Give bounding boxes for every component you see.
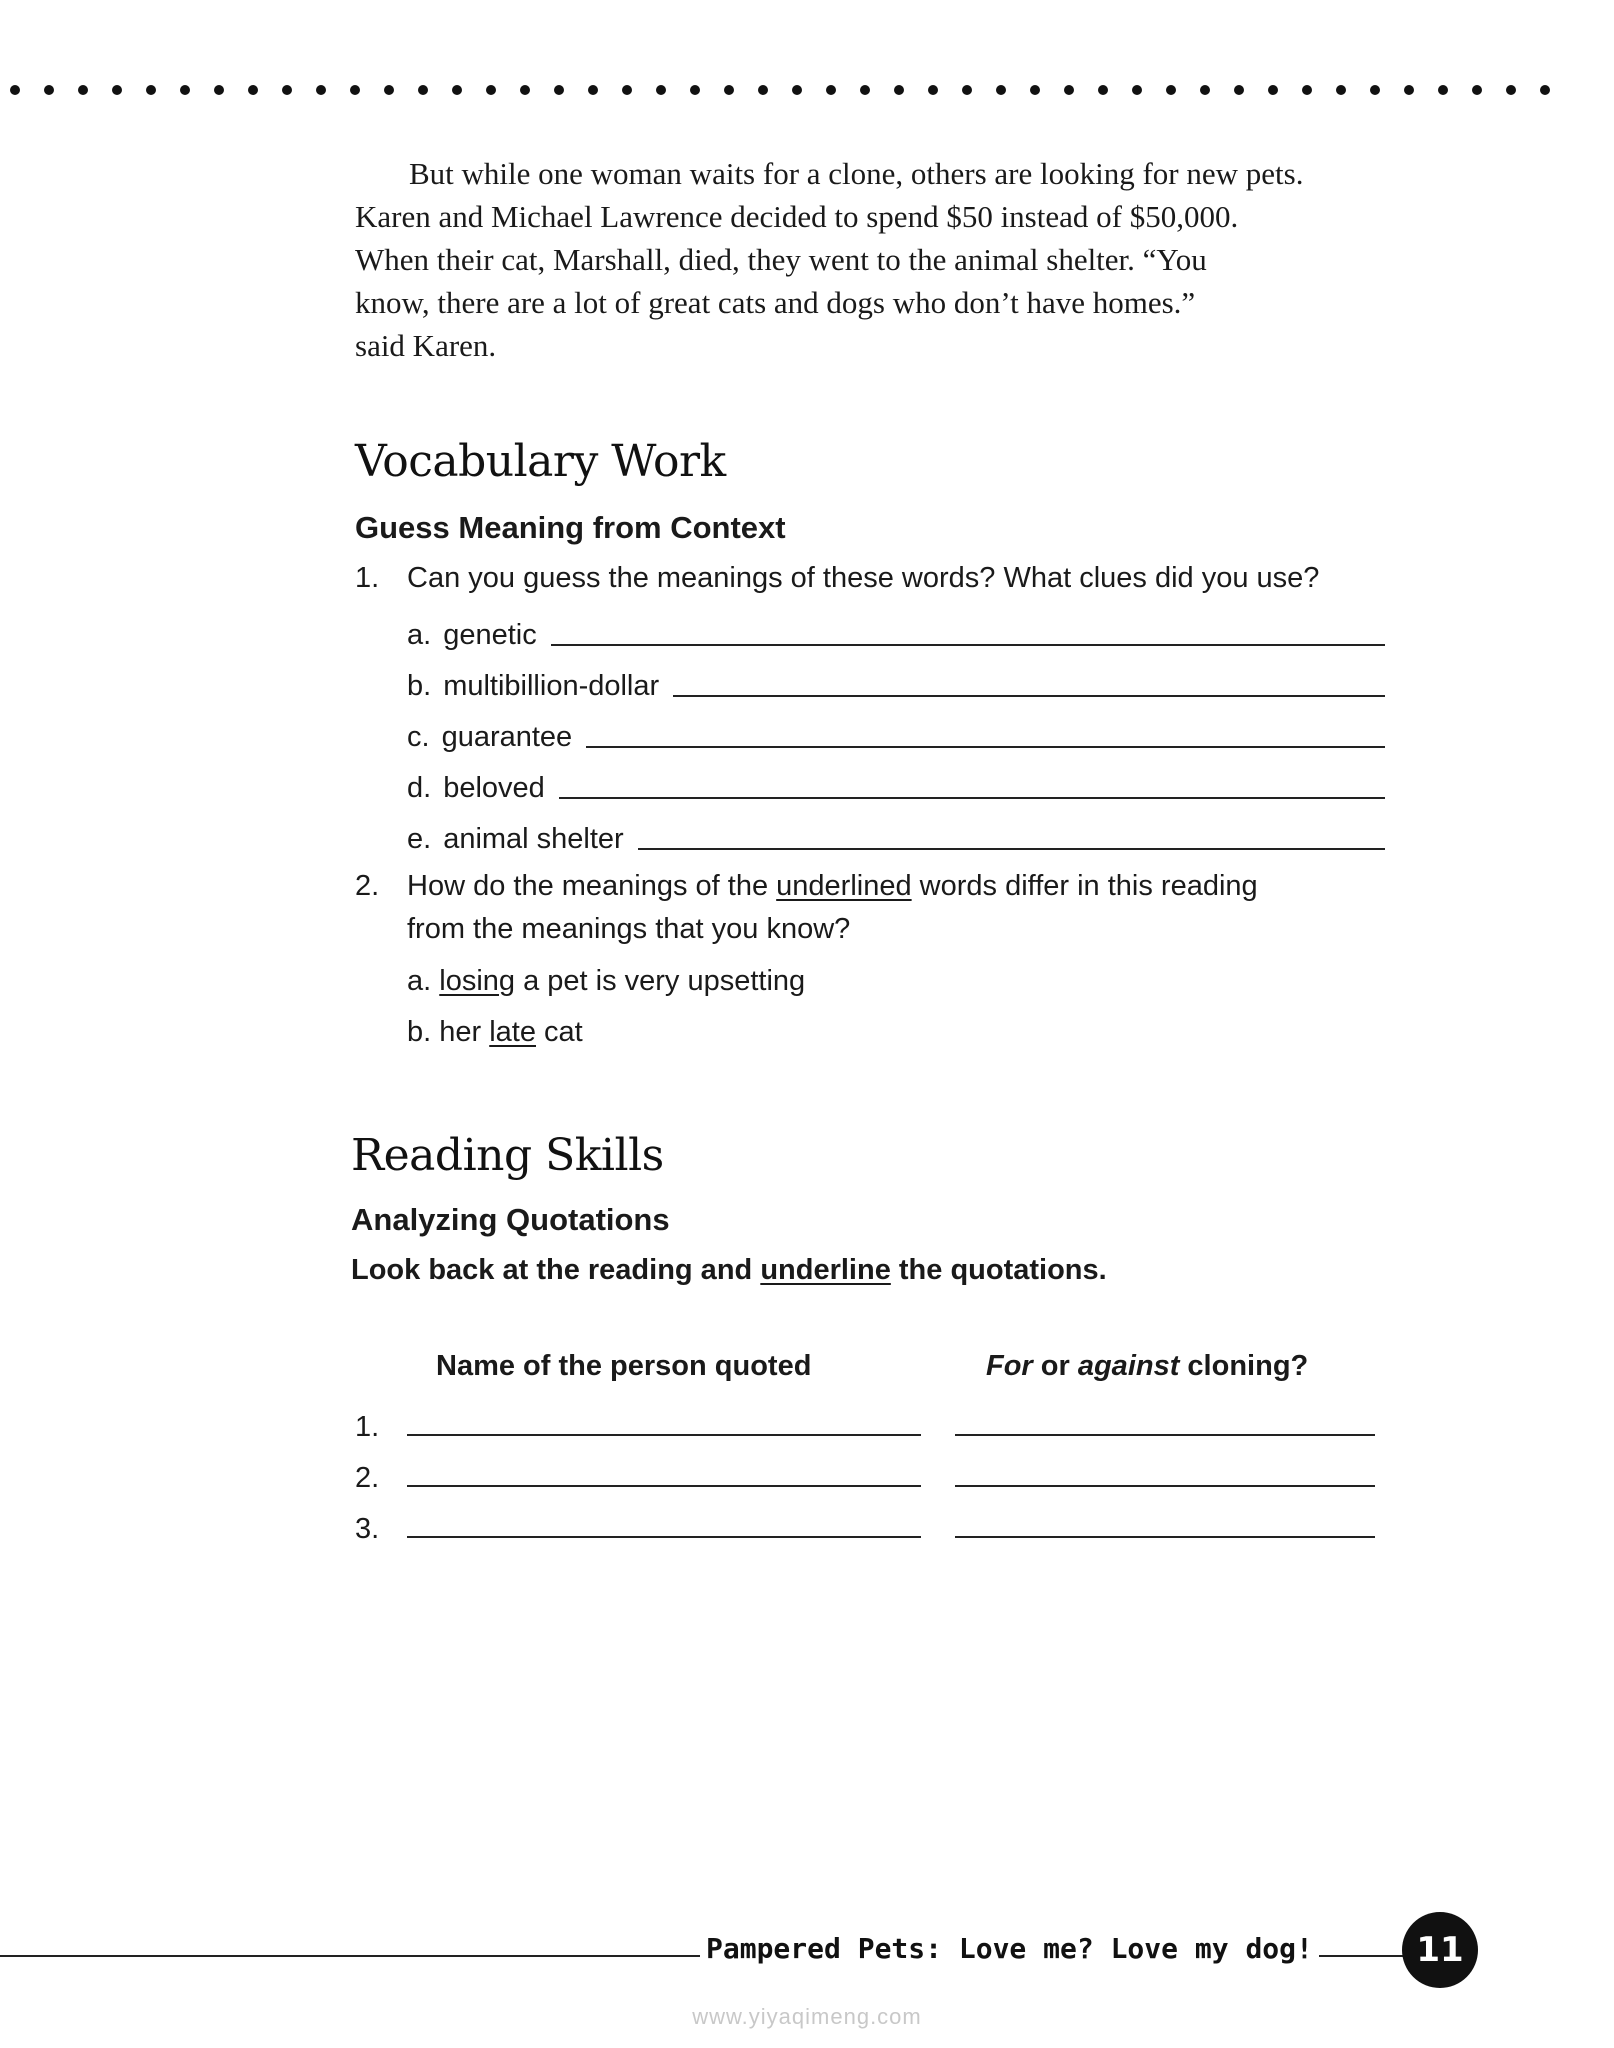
page-number-badge: 11 [1402, 1912, 1478, 1988]
answer-blank[interactable] [673, 695, 1385, 697]
name-blank[interactable] [407, 1434, 921, 1436]
divider-dot [1438, 85, 1448, 95]
phrase-text: her [439, 1016, 490, 1048]
divider-dot [1506, 85, 1516, 95]
divider-dot [10, 85, 20, 95]
instruction-text: Look back at the reading and [351, 1254, 761, 1286]
footer-title: Pampered Pets: Love me? Love my dog! [700, 1932, 1319, 1965]
header-rest: cloning? [1179, 1350, 1309, 1382]
question-2-line-2: from the meanings that you know? [407, 913, 851, 945]
question-1 [355, 556, 1319, 600]
question-text: Can you guess the meanings of these words? What clues did you use? [407, 562, 1320, 594]
divider-dot [860, 85, 870, 95]
underlined-word: underlined [776, 870, 912, 902]
passage-line: said Karen. [355, 328, 497, 363]
phrase-text: a pet is very upsetting [515, 965, 806, 997]
divider-dot [1234, 85, 1244, 95]
stance-blank[interactable] [955, 1434, 1375, 1436]
question-2 [355, 864, 1258, 908]
passage-paragraph [355, 152, 1395, 367]
vocab-item [407, 663, 1385, 703]
divider-dot [146, 85, 156, 95]
vocab-word: animal shelter [443, 823, 624, 855]
divider-dot [1200, 85, 1210, 95]
vocab-item [407, 816, 1385, 856]
column-header-for-against [986, 1350, 1308, 1383]
divider-dot [656, 85, 666, 95]
header-against: against [1077, 1350, 1180, 1382]
divider-dot [588, 85, 598, 95]
divider-dot [1132, 85, 1142, 95]
divider-dot [44, 85, 54, 95]
item-letter: a. [407, 619, 432, 651]
instruction [351, 1254, 1107, 1287]
divider-dot [826, 85, 836, 95]
divider-dot [962, 85, 972, 95]
item-letter: c. [407, 721, 430, 753]
divider-dot [792, 85, 802, 95]
phrase-text: cat [536, 1016, 583, 1048]
answer-blank[interactable] [586, 746, 1385, 748]
quotation-row [355, 1400, 1385, 1444]
vocab-item [407, 612, 1385, 652]
divider-dot [1336, 85, 1346, 95]
divider-dot [1030, 85, 1040, 95]
divider-dot [282, 85, 292, 95]
passage-line: know, there are a lot of great cats and dogs who don’t have homes.” [355, 285, 1196, 320]
row-number: 1. [355, 1411, 380, 1443]
question-number: 2. [355, 870, 380, 902]
divider-dot [418, 85, 428, 95]
divider-dot [520, 85, 530, 95]
divider-dot [1064, 85, 1074, 95]
passage-line: When their cat, Marshall, died, they went to the animal shelter. “You [355, 242, 1207, 277]
item-letter: e. [407, 823, 432, 855]
divider-dot [996, 85, 1006, 95]
divider-dot [78, 85, 88, 95]
answer-blank[interactable] [638, 848, 1385, 850]
row-number: 3. [355, 1513, 380, 1545]
vocab-item [407, 714, 1385, 754]
divider-dot [1404, 85, 1414, 95]
divider-dot [690, 85, 700, 95]
divider-dot [1098, 85, 1108, 95]
divider-dot [1540, 85, 1550, 95]
header-or: or [1032, 1350, 1078, 1382]
divider-dot [486, 85, 496, 95]
divider-dot [724, 85, 734, 95]
name-blank[interactable] [407, 1485, 921, 1487]
instruction-text: the quotations. [890, 1254, 1107, 1286]
row-number: 2. [355, 1462, 380, 1494]
dotted-divider [10, 80, 1550, 100]
quotation-row [355, 1451, 1385, 1495]
divider-dot [928, 85, 938, 95]
divider-dot [622, 85, 632, 95]
watermark: www.yiyaqimeng.com [692, 2004, 922, 2029]
reading-skills-title: Reading Skills [351, 1130, 664, 1181]
name-blank[interactable] [407, 1536, 921, 1538]
passage-line: Karen and Michael Lawrence decided to spend $50 instead of $50,000. [355, 199, 1239, 234]
divider-dot [554, 85, 564, 95]
vocab-word: guarantee [441, 721, 573, 753]
item-letter: b. [407, 670, 432, 702]
stance-blank[interactable] [955, 1536, 1375, 1538]
divider-dot [1472, 85, 1482, 95]
vocabulary-subtitle: Guess Meaning from Context [355, 510, 786, 545]
vocab-item [407, 765, 1385, 805]
divider-dot [316, 85, 326, 95]
divider-dot [452, 85, 462, 95]
answer-blank[interactable] [551, 644, 1385, 646]
passage-line: But while one woman waits for a clone, others are looking for new pets. [409, 156, 1304, 191]
stance-blank[interactable] [955, 1485, 1375, 1487]
vocab-word: multibillion-dollar [443, 670, 660, 702]
underlined-word: underline [760, 1254, 891, 1286]
divider-dot [214, 85, 224, 95]
divider-dot [180, 85, 190, 95]
answer-blank[interactable] [559, 797, 1385, 799]
underlined-word: losing [439, 965, 516, 997]
header-for: For [986, 1350, 1033, 1382]
divider-dot [894, 85, 904, 95]
column-header-name: Name of the person quoted [436, 1350, 812, 1382]
item-letter: a. [407, 965, 432, 997]
phrase-item [407, 1010, 583, 1054]
vocab-word: beloved [443, 772, 545, 804]
item-letter: b. [407, 1016, 432, 1048]
question-number: 1. [355, 562, 380, 594]
question-text: words differ in this reading [911, 870, 1258, 902]
divider-dot [248, 85, 258, 95]
divider-dot [350, 85, 360, 95]
divider-dot [384, 85, 394, 95]
divider-dot [1302, 85, 1312, 95]
divider-dot [112, 85, 122, 95]
divider-dot [1268, 85, 1278, 95]
divider-dot [1370, 85, 1380, 95]
divider-dot [758, 85, 768, 95]
vocabulary-title: Vocabulary Work [355, 436, 726, 487]
quotation-row [355, 1502, 1385, 1546]
reading-skills-subtitle: Analyzing Quotations [351, 1202, 670, 1237]
phrase-item [407, 959, 805, 1003]
underlined-word: late [489, 1016, 536, 1048]
vocab-word: genetic [443, 619, 537, 651]
divider-dot [1166, 85, 1176, 95]
question-text: How do the meanings of the [407, 870, 777, 902]
item-letter: d. [407, 772, 432, 804]
